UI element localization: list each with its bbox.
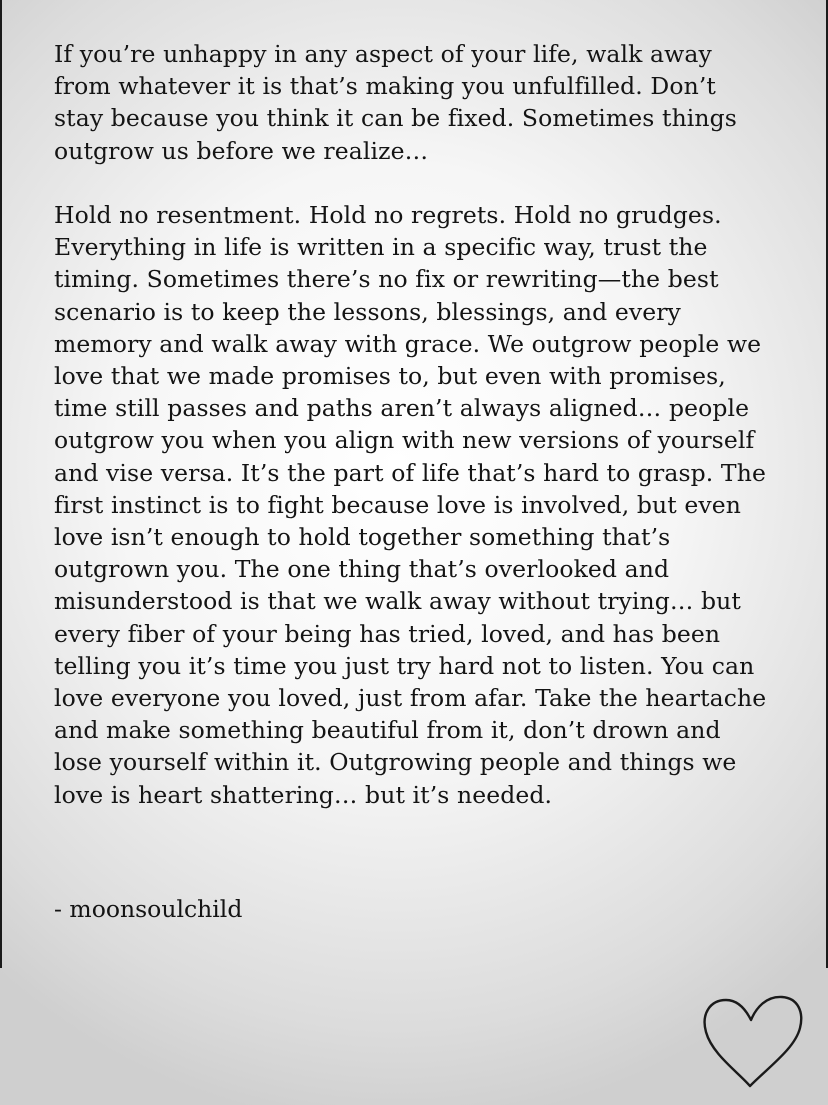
paragraph-1 [54,38,794,167]
paragraph-spacer [54,167,794,199]
text-line: love that we made promises to, but even with promises, [54,362,726,391]
text-line: timing. Sometimes there’s no fix or rewriting—the best [54,265,719,294]
text-line: If you’re unhappy in any aspect of your life, walk away [54,40,712,68]
text-line: outgrow us before we realize… [54,136,429,165]
text-line: memory and walk away with grace. We outgrow people we [54,329,762,358]
text-line: and vise versa. It’s the part of life that’s hard to grasp. The [54,458,766,487]
paragraph-2 [54,199,794,811]
text-line: every fiber of your being has tried, loved, and has been [54,619,721,648]
text-line: outgrow you when you align with new versions of yourself [54,426,755,455]
heart-outline-icon [700,992,806,1090]
text-line: time still passes and paths aren’t always aligned… people [54,394,750,423]
text-line: love isn’t enough to hold together something that’s [54,523,671,552]
text-line: and make something beautiful from it, don’t drown and [54,716,721,745]
left-edge-border [0,0,2,968]
quote-text [54,38,794,811]
text-line: first instinct is to fight because love is involved, but even [54,490,741,519]
text-line: Everything in life is written in a specific way, trust the [54,233,708,262]
text-line: telling you it’s time you just try hard not to listen. You can [54,651,755,680]
author-signature: - moonsoulchild [54,895,243,923]
text-line: from whatever it is that’s making you unfulfilled. Don’t [54,72,716,101]
text-line: outgrown you. The one thing that’s overlooked and [54,555,670,584]
text-line: love everyone you loved, just from afar. Take the heartache [54,684,767,713]
text-line: love is heart shattering… but it’s needed. [54,780,553,809]
text-line: misunderstood is that we walk away without trying… but [54,587,741,616]
text-line: Hold no resentment. Hold no regrets. Hold no grudges. [54,201,722,229]
text-line: lose yourself within it. Outgrowing people and things we [54,748,737,777]
text-line: scenario is to keep the lessons, blessings, and every [54,297,681,326]
text-line: stay because you think it can be fixed. Sometimes things [54,104,737,133]
